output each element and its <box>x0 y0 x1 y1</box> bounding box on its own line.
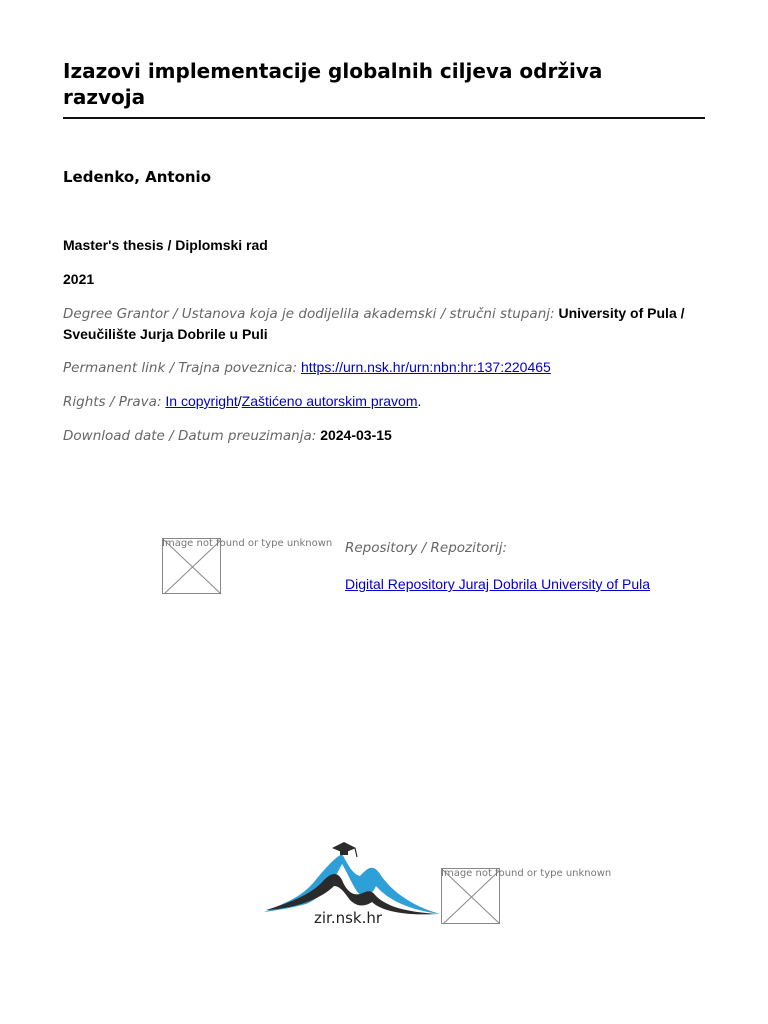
download-date-value: 2024-03-15 <box>320 427 392 443</box>
download-date-row <box>63 425 392 446</box>
repository-link[interactable]: Digital Repository Juraj Dobrila University of Pula <box>345 576 651 592</box>
in-copyright-link[interactable]: In copyright <box>165 393 238 409</box>
degree-grantor <box>63 303 693 344</box>
degree-grantor-value: University of Pula / Sveučilište Jurja Dobrile u Puli <box>63 305 685 342</box>
degree-grantor-label: Degree Grantor / Ustanova koja je dodijelila akademski / stručni stupanj: <box>63 306 555 322</box>
permanent-link[interactable]: https://urn.nsk.hr/urn:nbn:hr:137:220465 <box>300 359 551 375</box>
repository-label: Repository / Repozitorij: <box>345 540 508 556</box>
author-name: Ledenko, Antonio <box>63 168 212 186</box>
broken-image-text: Image not found or type unknown <box>162 538 333 549</box>
document-type: Master's thesis / Diplomski rad <box>63 237 268 253</box>
rights-row <box>63 391 421 412</box>
permanent-link-row <box>63 357 551 378</box>
copyright-protected-link[interactable]: Zaštićeno autorskim pravom <box>241 393 418 409</box>
broken-image-text-2: Image not found or type unknown <box>441 868 612 879</box>
document-title: Izazovi implementacije globalnih ciljeva održiva razvoja <box>63 59 603 109</box>
zir-logo-text: zir.nsk.hr <box>314 909 383 927</box>
rights-separator: / <box>237 393 242 409</box>
rights-label: Rights / Prava: <box>63 394 162 410</box>
permanent-link-label: Permanent link / Trajna poveznica: <box>63 360 298 376</box>
download-date-label: Download date / Datum preuzimanja: <box>63 428 317 444</box>
rights-end: . <box>417 393 422 409</box>
document-year: 2021 <box>63 271 95 287</box>
title-divider <box>63 117 705 119</box>
